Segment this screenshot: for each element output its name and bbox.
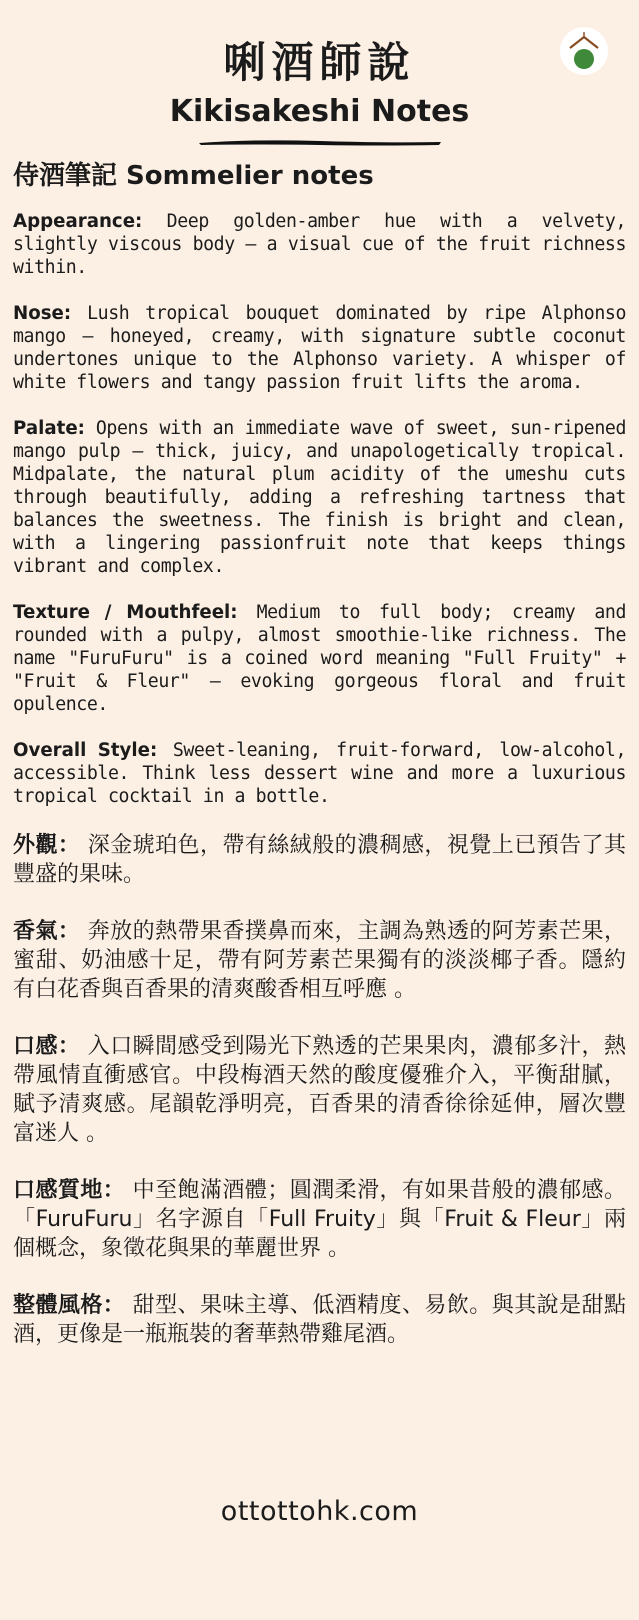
page-title-en: Kikisakeshi Notes xyxy=(169,94,470,129)
note-text: Deep golden-amber hue with a velvety, slightly viscous body — a visual cue of the fruit richness within. xyxy=(13,211,626,278)
note-nose-zh xyxy=(13,917,626,1004)
note-label: 口感： xyxy=(13,1034,81,1059)
note-label: Texture / Mouthfeel: xyxy=(13,602,238,623)
note-texture-zh xyxy=(13,1176,626,1263)
note-text: Medium to full body; creamy and rounded with a pulpy, almost smoothie-like richness. The name "FuruFuru" is a coined word meaning "Full Fruity" + "Fruit & Fleur" — evoking gorgeous floral and fruit opulence. xyxy=(13,602,626,715)
note-nose-en xyxy=(13,302,626,394)
note-text: Lush tropical bouquet dominated by ripe Alphonso mango — honeyed, creamy, with signature subtle coconut undertones unique to the Alphonso variety. A whisper of white flowers and tangy passion fruit lifts the aroma. xyxy=(13,303,626,393)
note-label: 外觀： xyxy=(13,833,81,858)
note-label: Palate: xyxy=(13,418,85,439)
note-text: 中至飽滿酒體；圓潤柔滑，有如果昔般的濃郁感。「FuruFuru」名字源自「Full Fruity」與「Fruit & Fleur」兩個概念，象徵花與果的華麗世界 。 xyxy=(13,1178,626,1261)
note-palate-en xyxy=(13,417,626,578)
note-appearance-zh xyxy=(13,831,626,889)
note-label: 整體風格： xyxy=(13,1293,126,1318)
note-text: Opens with an immediate wave of sweet, sun-ripened mango pulp — thick, juicy, and unapologetically tropical. Midpalate, the natural plum acidity of the umeshu cuts through beautifully, adding a refreshing tartness that balances the sweetness. The finish is bright and clean, with a lingering passionfruit note that keeps things vibrant and complex. xyxy=(13,418,626,577)
section-heading: 侍酒筆記 Sommelier notes xyxy=(13,161,374,191)
note-texture-en xyxy=(13,601,626,716)
notes-content xyxy=(0,158,639,1349)
note-label: 口感質地： xyxy=(13,1178,126,1203)
brand-logo-house-icon xyxy=(559,26,609,76)
note-text: Sweet-leaning, fruit-forward, low-alcohol, accessible. Think less dessert wine and more a luxurious tropical cocktail in a bottle. xyxy=(13,740,626,807)
page-title-zh: 唎酒師說 xyxy=(223,38,416,87)
note-overall-en xyxy=(13,739,626,808)
note-label: Nose: xyxy=(13,303,72,324)
footer-website-link[interactable]: ottottohk.com xyxy=(220,1496,419,1527)
note-text: 深金琥珀色，帶有絲絨般的濃稠感，視覺上已預告了其豐盛的果味。 xyxy=(13,833,626,887)
note-label: Appearance: xyxy=(13,211,143,232)
note-text: 奔放的熱帶果香撲鼻而來，主調為熟透的阿芳素芒果，蜜甜、奶油感十足，帶有阿芳素芒果獨有的淡淡椰子香。隱約有白花香與百香果的清爽酸香相互呼應 。 xyxy=(13,919,626,1002)
note-appearance-en xyxy=(13,210,626,279)
brush-underline xyxy=(195,136,445,148)
page-header xyxy=(0,0,639,148)
note-text: 入口瞬間感受到陽光下熟透的芒果果肉，濃郁多汁，熱帶風情直衝感官。中段梅酒天然的酸度優雅介入，平衡甜膩，賦予清爽感。尾韻乾淨明亮，百香果的清香徐徐延伸，層次豐富迷人 。 xyxy=(13,1034,626,1146)
note-label: 香氣： xyxy=(13,919,81,944)
note-palate-zh xyxy=(13,1032,626,1148)
note-label: Overall Style: xyxy=(13,740,158,761)
note-overall-zh xyxy=(13,1291,626,1349)
note-text: 甜型、果味主導、低酒精度、易飲。與其說是甜點酒，更像是一瓶瓶裝的奢華熱帶雞尾酒。 xyxy=(13,1293,626,1347)
